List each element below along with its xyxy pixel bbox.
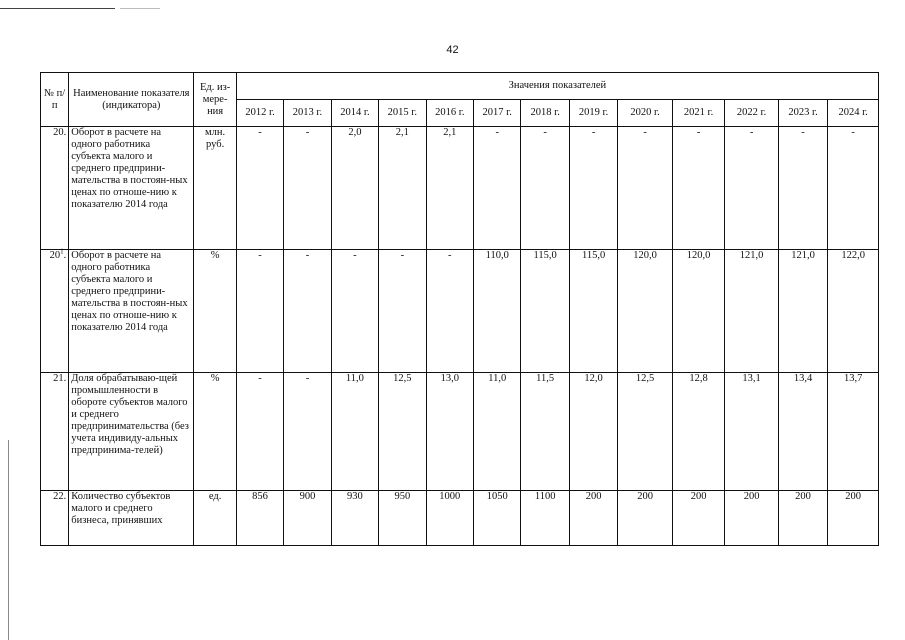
indicator-value: 11,0	[331, 373, 378, 491]
indicator-unit: %	[194, 250, 236, 373]
indicator-name: Оборот в расчете на одного работника субъекта малого и среднего предприни-мательства в постоян-ных ценах по отноше-нию к показателю 2014 года	[69, 127, 194, 250]
header-unit: Ед. из-мере-ния	[194, 73, 236, 127]
header-values-group: Значения показателей	[236, 73, 878, 100]
indicator-unit: млн. руб.	[194, 127, 236, 250]
indicator-value: 13,0	[426, 373, 473, 491]
table-row	[41, 373, 879, 491]
indicator-value: 200	[569, 491, 617, 546]
row-number: $20^1$.	[41, 250, 69, 373]
indicator-value: -	[236, 373, 283, 491]
indicator-value: 120,0	[618, 250, 673, 373]
indicator-name: Оборот в расчете на одного работника субъекта малого и среднего предприни-мательства в постоян-ных ценах по отноше-нию к показателю 2014 года	[69, 250, 194, 373]
table-row	[41, 491, 879, 546]
header-year: 2013 г.	[284, 100, 331, 127]
header-year: 2017 г.	[473, 100, 520, 127]
indicator-value: 13,4	[778, 373, 827, 491]
row-number-superscript: 1	[60, 247, 64, 256]
header-year: 2012 г.	[236, 100, 283, 127]
indicator-value: 200	[672, 491, 724, 546]
indicator-value: 121,0	[778, 250, 827, 373]
indicator-value: 856	[236, 491, 283, 546]
indicator-value: -	[672, 127, 724, 250]
indicator-value: 115,0	[569, 250, 617, 373]
indicator-name: Доля обрабатываю-щей промышленности в обороте субъектов малого и среднего предпринимательства (без учета индивиду-альных предпринима-телей)	[69, 373, 194, 491]
indicator-value: 121,0	[725, 250, 779, 373]
indicator-value: -	[379, 250, 426, 373]
indicator-value: -	[331, 250, 378, 373]
table-row	[41, 127, 879, 250]
indicator-value: 13,7	[828, 373, 879, 491]
header-year: 2016 г.	[426, 100, 473, 127]
indicator-value: 12,5	[379, 373, 426, 491]
indicator-value: 200	[725, 491, 779, 546]
indicator-value: 12,5	[618, 373, 673, 491]
indicator-value: 13,1	[725, 373, 779, 491]
indicator-name: Количество субъектов малого и среднего бизнеса, принявших	[69, 491, 194, 546]
indicator-value: 1000	[426, 491, 473, 546]
header-name: Наименование показателя (индикатора)	[69, 73, 194, 127]
indicator-value: -	[236, 250, 283, 373]
indicator-value: -	[426, 250, 473, 373]
indicator-value: 2,0	[331, 127, 378, 250]
indicator-value: 950	[379, 491, 426, 546]
header-year: 2021 г.	[672, 100, 724, 127]
indicator-value: 115,0	[521, 250, 569, 373]
indicator-value: 110,0	[473, 250, 520, 373]
page-number: 42	[446, 44, 459, 56]
indicator-value: -	[473, 127, 520, 250]
indicator-value: 2,1	[426, 127, 473, 250]
header-year: 2022 г.	[725, 100, 779, 127]
indicator-value: 900	[284, 491, 331, 546]
header-year: 2015 г.	[379, 100, 426, 127]
indicator-value: -	[828, 127, 879, 250]
indicator-value: 11,0	[473, 373, 520, 491]
indicator-value: -	[725, 127, 779, 250]
indicator-value: -	[778, 127, 827, 250]
indicator-value: -	[236, 127, 283, 250]
scan-artifact-line	[0, 8, 115, 9]
row-number: 22.	[41, 491, 69, 546]
indicator-value: 1100	[521, 491, 569, 546]
indicator-value: 200	[828, 491, 879, 546]
header-year: 2019 г.	[569, 100, 617, 127]
indicator-unit: %	[194, 373, 236, 491]
row-number: 21.	[41, 373, 69, 491]
indicator-value: 200	[618, 491, 673, 546]
header-year: 2023 г.	[778, 100, 827, 127]
indicator-value: -	[569, 127, 617, 250]
indicator-value: -	[284, 127, 331, 250]
indicators-table	[40, 72, 879, 546]
indicator-value: -	[618, 127, 673, 250]
indicator-value: -	[521, 127, 569, 250]
header-year: 2024 г.	[828, 100, 879, 127]
indicator-value: 1050	[473, 491, 520, 546]
indicator-value: 930	[331, 491, 378, 546]
header-num: № п/п	[41, 73, 69, 127]
row-number: 20.	[41, 127, 69, 250]
scan-artifact-line	[120, 8, 160, 9]
indicator-value: 200	[778, 491, 827, 546]
indicator-value: -	[284, 373, 331, 491]
header-year: 2018 г.	[521, 100, 569, 127]
indicator-value: 11,5	[521, 373, 569, 491]
indicator-value: 12,8	[672, 373, 724, 491]
header-year: 2020 г.	[618, 100, 673, 127]
indicator-value: 122,0	[828, 250, 879, 373]
header-year: 2014 г.	[331, 100, 378, 127]
indicator-value: 120,0	[672, 250, 724, 373]
table-row	[41, 250, 879, 373]
indicator-value: 2,1	[379, 127, 426, 250]
indicator-value: -	[284, 250, 331, 373]
scan-artifact-edge	[8, 440, 9, 640]
indicator-unit: ед.	[194, 491, 236, 546]
indicator-value: 12,0	[569, 373, 617, 491]
